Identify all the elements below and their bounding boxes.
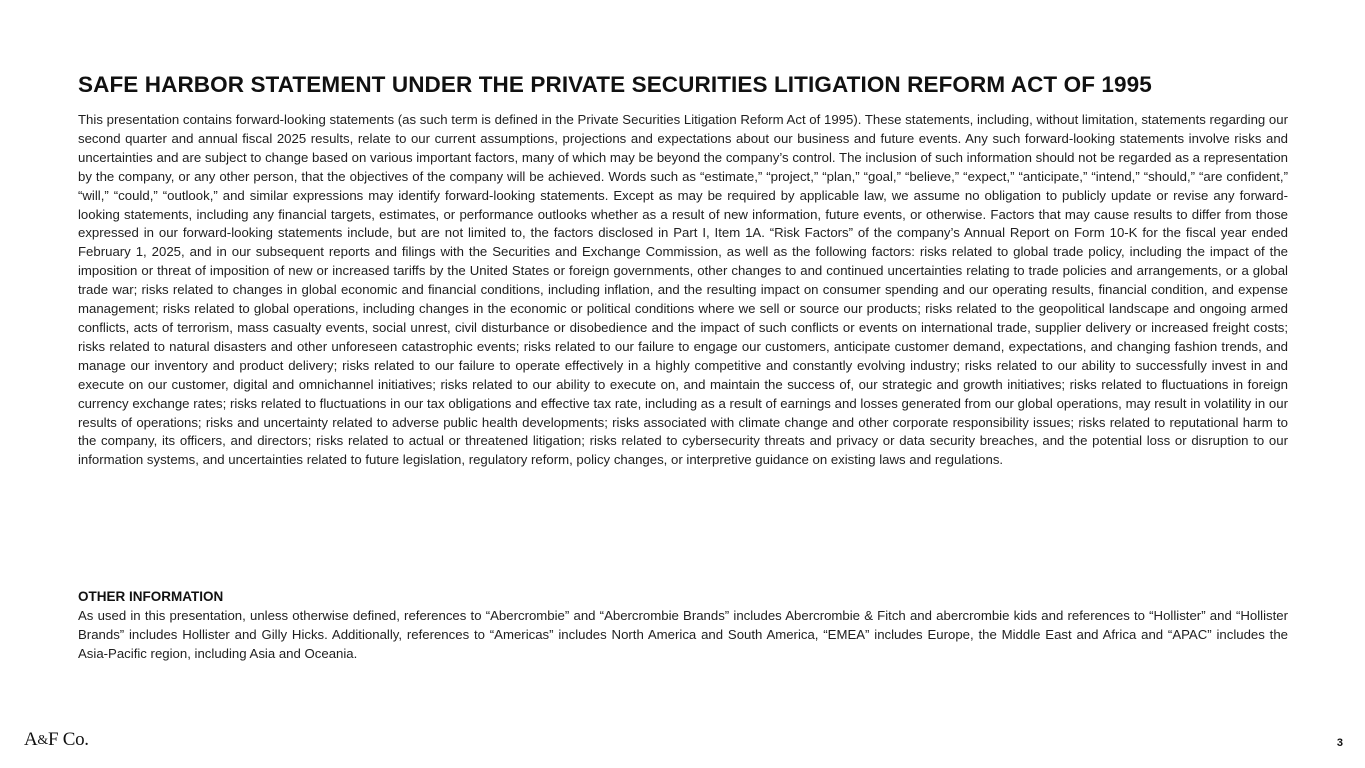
page-title: SAFE HARBOR STATEMENT UNDER THE PRIVATE SECURITIES LITIGATION REFORM ACT OF 1995 — [78, 72, 1152, 97]
logo-letters-f-co: F Co. — [48, 729, 89, 750]
logo-ampersand: & — [37, 733, 49, 748]
logo-letter-a: A — [24, 729, 38, 750]
other-information-heading: OTHER INFORMATION — [78, 589, 224, 604]
safe-harbor-paragraph: This presentation contains forward-looking statements (as such term is defined in the Private Securities Litigation Reform Act of 1995). These statements, including, without limitation, statements regarding our second quarter and annual fiscal 2025 results, relate to our current assumptions, projections and expectations about our business and future events. Any such forward-looking statements involve risks and uncertainties and are subject to change based on various important factors, many of which may be beyond the company’s control. The inclusion of such information should not be regarded as a representation by the company, or any other person, that the objectives of the company will be achieved. Words such as “estimate,” “project,” “plan,” “goal,” “believe,” “expect,” “anticipate,” “intend,” “should,” “are confident,” “will,” “could,” “outlook,” and similar expressions may identify forward-looking statements. Except as may be required by applicable law, we assume no obligation to publicly update or revise any forward-looking statements, including any financial targets, estimates, or performance outlooks whether as a result of new information, future events, or otherwise. Factors that may cause results to differ from those expressed in our forward-looking statements include, but are not limited to, the factors disclosed in Part I, Item 1A. “Risk Factors” of the company’s Annual Report on Form 10-K for the fiscal year ended February 1, 2025, and in our subsequent reports and filings with the Securities and Exchange Commission, as well as the following factors: risks related to global trade policy, including the impact of the imposition or threat of imposition of new or increased tariffs by the United States or foreign governments, other changes to and continued uncertainties relating to trade policies and arrangements, or a global trade war; risks related to changes in global economic and financial conditions, including inflation, and the resulting impact on consumer spending and our operating results, financial condition, and expense management; risks related to global operations, including changes in the economic or political conditions where we sell or source our products; risks related to the geopolitical landscape and ongoing armed conflicts, acts of terrorism, mass casualty events, social unrest, civil disturbance or disobedience and the impact of such conflicts or events on international trade, supplier delivery or increased freight costs; risks related to natural disasters and other unforeseen catastrophic events; risks related to our failure to engage our customers, anticipate customer demand, expectations, and changing fashion trends, and manage our inventory and product delivery; risks related to our failure to operate effectively in a highly competitive and constantly evolving industry; risks related to our ability to successfully invest in and execute on our customer, digital and omnichannel initiatives; risks related to our ability to execute on, and maintain the success of, our strategic and growth initiatives; risks related to fluctuations in foreign currency exchange rates; risks related to fluctuations in our tax obligations and effective tax rate, including as a result of earnings and losses generated from our global operations, may result in volatility in our results of operations; risks and uncertainty related to adverse public health developments; risks associated with climate change and other corporate responsibility issues; risks related to reputational harm to the company, its officers, and directors; risks related to actual or threatened litigation; risks related to cybersecurity threats and privacy or data security breaches, and the potential loss or disruption to our information systems, and uncertainties related to future legislation, regulatory reform, policy changes, or interpretive guidance on existing laws and regulations. — [78, 112, 1288, 468]
company-logo — [24, 729, 89, 753]
page-number: 3 — [1336, 737, 1343, 749]
other-information-paragraph: As used in this presentation, unless otherwise defined, references to “Abercrombie” and “Abercrombie Brands” includes Abercrombie & Fitch and abercrombie kids and references to “Hollister” and “Hollister Brands” includes Hollister and Gilly Hicks. Additionally, references to “Americas” includes North America and South America, “EMEA” includes Europe, the Middle East and Africa and “APAC” includes the Asia-Pacific region, including Asia and Oceania. — [78, 608, 1288, 661]
